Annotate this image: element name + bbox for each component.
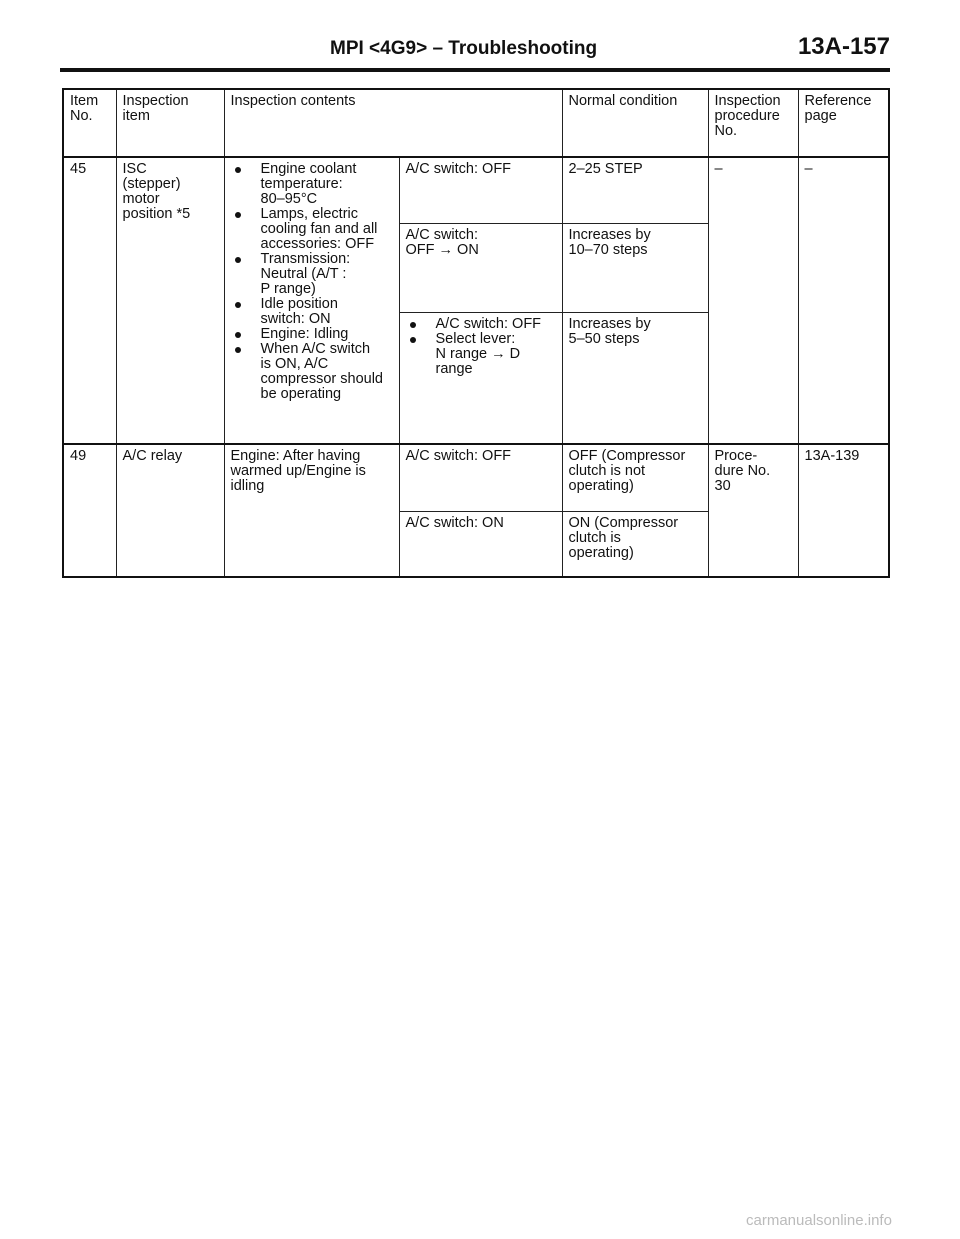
col-inspection-contents: Inspection contents [224,89,562,157]
normal-condition-cell: OFF (Compressor clutch is not operating) [562,444,708,512]
conditions-cell [224,157,399,444]
condition-item: Idle position switch: ON [231,297,393,327]
condition-item: Lamps, electric cooling fan and all accessories: OFF [231,207,393,252]
contents-bullet: A/C switch: OFF [406,317,556,332]
normal-condition-cell: 2–25 STEP [562,157,708,224]
table-row [63,157,889,224]
troubleshooting-table [62,88,890,578]
table-header-row [63,89,889,157]
inspection-contents-cell: A/C switch: OFF → ON [399,224,562,313]
inspection-contents-cell: A/C switch: OFF [399,157,562,224]
conditions-cell: Engine: After having warmed up/Engine is idling [224,444,399,577]
watermark-text: carmanualsonline.info [746,1212,892,1229]
normal-condition-cell: Increases by 5–50 steps [562,313,708,445]
inspection-contents-cell: A/C switch: OFF [399,444,562,512]
normal-condition-cell: Increases by 10–70 steps [562,224,708,313]
normal-condition-cell: ON (Compressor clutch is operating) [562,512,708,578]
page-title: MPI <4G9> – Troubleshooting [330,38,598,59]
condition-item: Engine: Idling [231,327,393,342]
col-reference-page: Reference page [798,89,889,157]
header-rule [60,68,890,72]
reference-cell: 13A-139 [798,444,889,577]
page-number: 13A-157 [797,33,890,60]
procedure-cell: Proce- dure No. 30 [708,444,798,577]
condition-item: When A/C switch is ON, A/C compressor should be operating [231,342,393,402]
col-inspection-procedure: Inspection procedure No. [708,89,798,157]
item-no-cell: 45 [63,157,116,444]
contents-bullet: Select lever: N range → D range [406,332,556,377]
col-inspection-item: Inspection item [116,89,224,157]
inspection-contents-cell: A/C switch: ON [399,512,562,578]
inspection-item-cell: ISC (stepper) motor position *5 [116,157,224,444]
col-item-no: Item No. [63,89,116,157]
reference-cell: – [798,157,889,444]
col-normal-condition: Normal condition [562,89,708,157]
item-no-cell: 49 [63,444,116,577]
condition-item: Transmission: Neutral (A/T : P range) [231,252,393,297]
table-row [63,444,889,512]
inspection-item-cell: A/C relay [116,444,224,577]
inspection-contents-cell [399,313,562,445]
procedure-cell: – [708,157,798,444]
condition-item: Engine coolant temperature: 80–95°C [231,162,393,207]
